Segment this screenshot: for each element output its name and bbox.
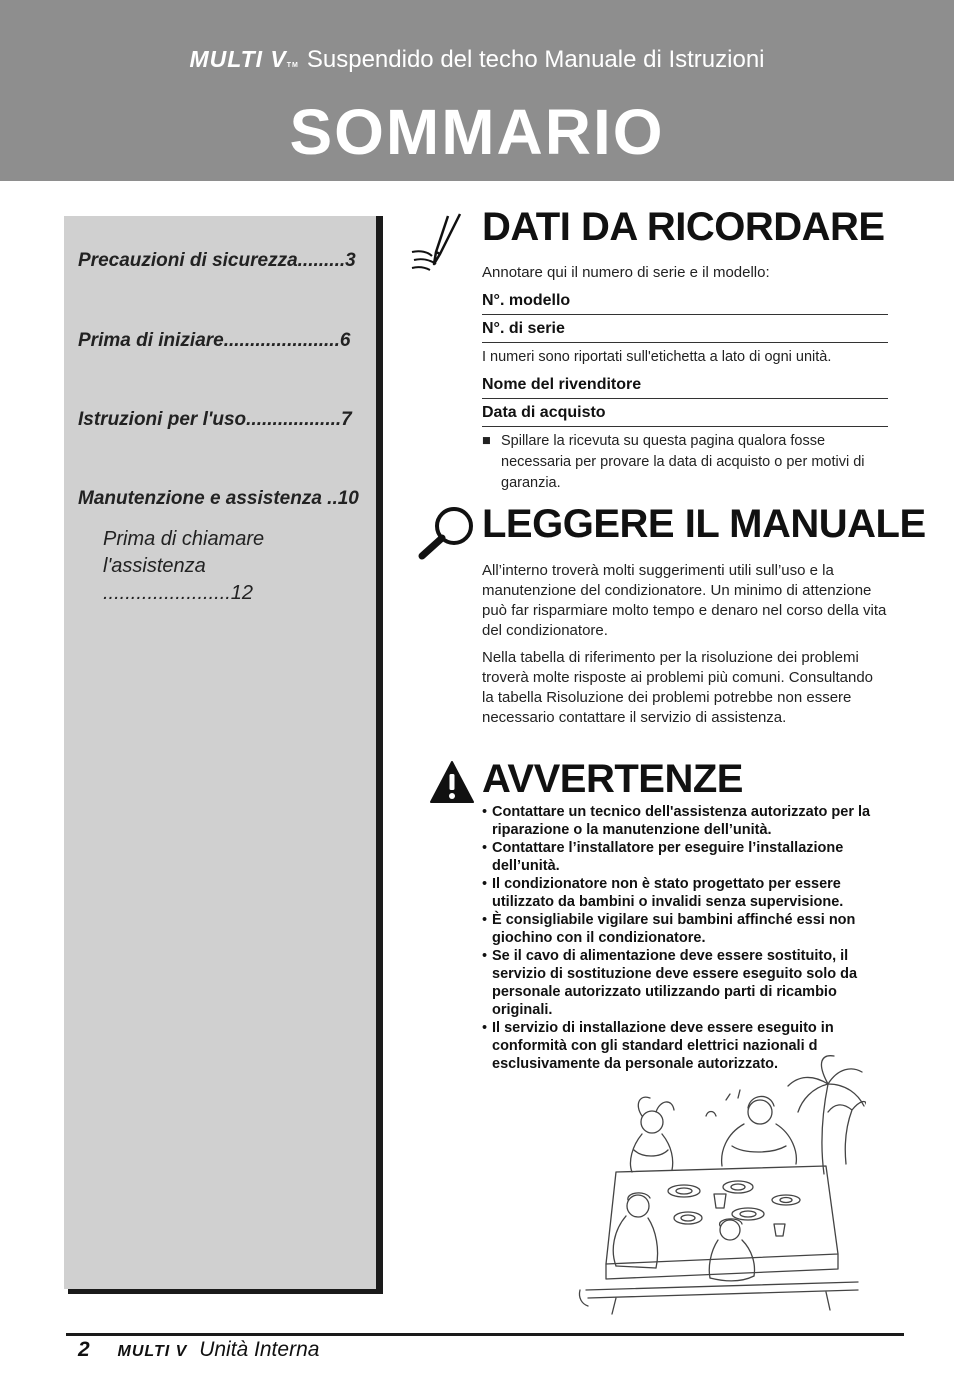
list-item — [482, 839, 892, 875]
warning-text: Se il cavo di alimentazione deve essere sostituito, il servizio di sostituzione deve essere eseguito solo da personale autorizzato utilizzando parti di ricambio originali. — [492, 948, 858, 1018]
warning-text: Contattare l’installatore per eseguire l’installazione dell’unità. — [492, 840, 844, 874]
bullet: • — [482, 912, 488, 928]
staple-note-text: Spillare la ricevuta su questa pagina qualora fosse necessaria per provare la data di acquisto o per motivi di garanzia. — [501, 433, 865, 491]
page-footer — [78, 1338, 319, 1362]
bullet: • — [482, 840, 488, 856]
footer-label: Unità Interna — [199, 1338, 320, 1361]
warning-text: Contattare un tecnico dell'assistenza autorizzato per la riparazione o la manutenzione dell’unità. — [492, 804, 871, 838]
toc-shadow-bottom — [68, 1289, 383, 1294]
avvertenze-section-title: AVVERTENZE — [482, 757, 743, 801]
page-number: 2 — [78, 1338, 90, 1361]
leggere-paragraph-1: All’interno troverà molti suggerimenti utili sull’uso e la manutenzione del condizionatore. Un minimo di attenzione può far risparmiare molto tempo e denaro nel corso della vita del condizionatore. — [482, 562, 887, 639]
bullet: • — [482, 804, 488, 820]
header-banner — [0, 0, 954, 181]
list-item — [482, 803, 892, 839]
footer-logo-text: MULTI V — [117, 1343, 188, 1360]
picnic-illustration — [576, 1054, 866, 1316]
logo-text: MULTI V — [189, 46, 287, 72]
dealer-name-field: Nome del rivenditore — [482, 375, 888, 399]
bullet: • — [482, 876, 488, 892]
toc-entry-prima-di-iniziare[interactable]: Prima di iniziare......................6 — [78, 330, 351, 351]
toc-subentry-line2: l'assistenza .......................12 — [103, 555, 254, 604]
toc-subentry-line1: Prima di chiamare — [103, 528, 265, 550]
multiv-logo — [189, 46, 298, 73]
toc-entry-precauzioni[interactable]: Precauzioni di sicurezza.........3 — [78, 250, 356, 271]
pen-icon — [410, 212, 476, 274]
staple-note — [482, 431, 891, 494]
toc-subentry-prima-di-chiamare[interactable] — [103, 526, 360, 607]
warning-triangle-icon — [429, 760, 475, 804]
magnifier-icon — [416, 504, 478, 562]
leggere-paragraph-2: Nella tabella di riferimento per la risoluzione dei problemi troverà molte risposte ai problemi più comuni. Consultando la tabella Risoluzione dei problemi potrebbe non essere necessario contattare il servizio di assistenza. — [482, 649, 874, 726]
warning-text: Il servizio di installazione deve essere eseguito in conformità con gli standard elettrici nazionali d esclusivamente da personale autorizzato. — [492, 1020, 834, 1072]
purchase-date-field: Data di acquisto — [482, 403, 888, 427]
toc-entry-istruzioni[interactable]: Istruzioni per l'uso..................7 — [78, 409, 352, 430]
footer-multiv-logo — [118, 1343, 188, 1361]
warning-text: È consigliabile vigilare sui bambini affinché essi non giochino con il condizionatore. — [492, 912, 856, 946]
warning-text: Il condizionatore non è stato progettato per essere utilizzato da bambini o invalidi senza supervisione. — [492, 876, 844, 910]
square-bullet-icon: ■ — [482, 433, 491, 449]
toc-shadow-right — [376, 216, 383, 1294]
dati-intro: Annotare qui il numero di serie e il modello: — [482, 264, 770, 281]
leggere-section-title: LEGGERE IL MANUALE — [482, 502, 926, 546]
model-number-field: N°. modello — [482, 291, 888, 315]
bullet: • — [482, 1020, 488, 1036]
header-subtitle: Suspendido del techo Manuale di Istruzioni — [306, 46, 765, 73]
list-item — [482, 947, 892, 1019]
page-title: SOMMARIO — [289, 96, 665, 168]
table-of-contents — [64, 216, 376, 1289]
footer-rule — [66, 1333, 904, 1336]
serial-number-field: N°. di serie — [482, 319, 888, 343]
serial-note: I numeri sono riportati sull'etichetta a lato di ogni unità. — [482, 349, 832, 365]
warnings-list — [482, 803, 892, 1073]
toc-entry-manutenzione[interactable]: Manutenzione e assistenza ..10 — [78, 488, 359, 509]
list-item — [482, 911, 892, 947]
logo-tm: TM — [286, 62, 299, 69]
dati-section-title: DATI DA RICORDARE — [482, 205, 885, 249]
bullet: • — [482, 948, 488, 964]
list-item — [482, 875, 892, 911]
header-brand-line — [0, 46, 954, 74]
